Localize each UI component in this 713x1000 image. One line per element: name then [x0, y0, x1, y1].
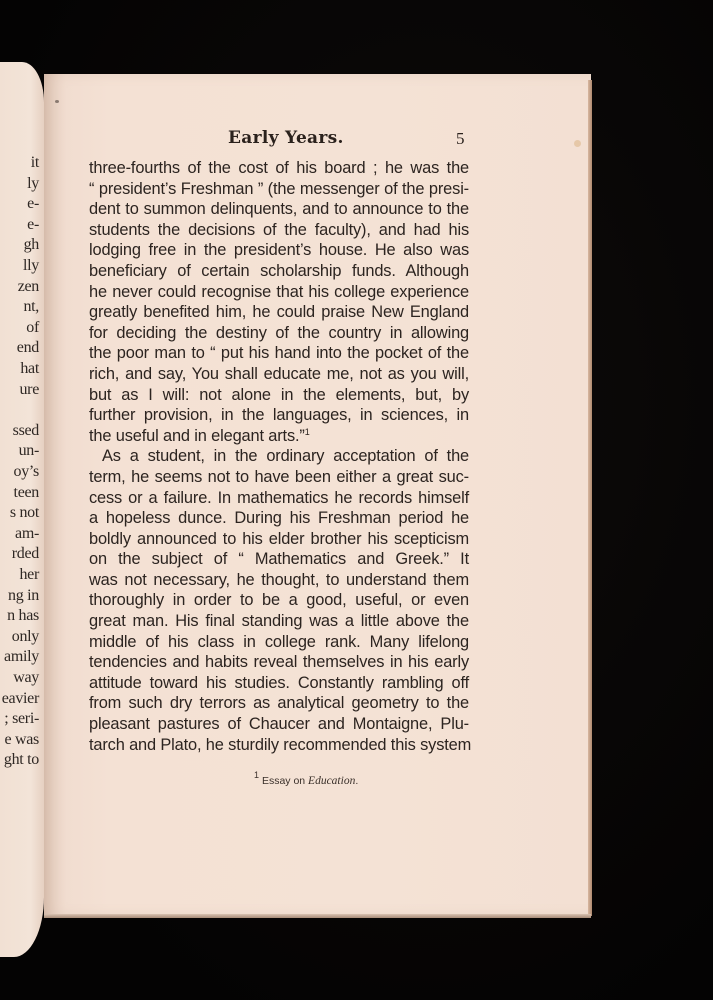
text-line-content: the poor man to “ put his hand into the pocket of the [89, 344, 469, 363]
left-page-fragment: e was [4, 730, 39, 748]
left-page-fragment: way [13, 669, 39, 686]
left-page-fragment: un- [18, 442, 39, 460]
left-page-fragment: it [30, 154, 39, 171]
text-line [89, 179, 469, 200]
text-line [89, 158, 469, 179]
left-page-fragment: s not [9, 504, 39, 522]
text-line-content: boldly announced to his elder brother his scepticism [89, 529, 469, 548]
text-line [89, 590, 469, 611]
left-page-fragment: gh [23, 236, 39, 254]
text-line [89, 282, 469, 303]
text-line [89, 364, 469, 385]
left-page-fragment: ; seri- [4, 710, 39, 728]
text-line [89, 673, 469, 694]
left-page-fragment: n has [7, 607, 39, 625]
text-line-content: the useful and in elegant arts.” [89, 426, 305, 445]
text-line [89, 343, 469, 364]
text-line [89, 385, 469, 406]
text-line-content: was not necessary, he thought, to understand them [89, 570, 469, 589]
footnote-marker: 1 [254, 770, 260, 780]
footnote-prefix: Essay on [261, 775, 309, 787]
body-text [89, 158, 472, 755]
text-line-content: further provision, in the languages, in sciences, in [89, 406, 469, 425]
text-line [89, 240, 469, 261]
footnote-suffix: . [355, 775, 359, 787]
foxing-spot [55, 100, 59, 103]
left-page-fragment: teen [13, 483, 39, 501]
text-line [89, 529, 469, 550]
text-line-content: term, he seems not to have been either a great suc- [89, 467, 469, 486]
left-page-fragment: her [19, 566, 39, 583]
text-line-content: for deciding the destiny of the country in allowing [89, 323, 469, 342]
text-line [89, 467, 469, 488]
left-page-fragment: end [16, 339, 39, 357]
running-head: Early Years. [228, 128, 344, 148]
foxing-spot [574, 140, 581, 147]
text-line [89, 570, 469, 591]
left-page-fragment: ly [27, 174, 39, 192]
text-line-content: beneficiary of certain scholarship funds. Although [89, 261, 469, 280]
text-line-content: three-fourths of the cost of his board ; he was the [89, 159, 469, 177]
left-page-fragment: ure [19, 380, 39, 398]
left-page-fragment: am- [15, 524, 39, 542]
footnote [254, 770, 359, 787]
text-line-content: attitude toward his studies. Constantly rambling off [89, 673, 469, 692]
left-page-fragment: amily [4, 648, 39, 666]
left-page-fragment: hat [20, 360, 39, 377]
page-edge-bottom [44, 914, 591, 918]
text-line-content: great man. His final standing was a little above the [89, 612, 469, 631]
text-line [89, 508, 469, 529]
text-line [89, 693, 469, 714]
text-line-content: lodging free in the president’s house. He also was [89, 241, 469, 260]
text-line-content: but as I will: not alone in the elements, but, by [89, 385, 469, 404]
text-line [89, 323, 469, 344]
left-page-fragment: e- [27, 195, 39, 213]
left-page-fragment: lly [23, 257, 39, 274]
left-page-fragment: rded [11, 545, 39, 563]
footnote-title: Education [308, 775, 356, 787]
left-page-fragment: zen [17, 277, 39, 295]
left-page-fragment: ssed [12, 421, 39, 439]
text-line [89, 488, 469, 509]
text-line-content: thoroughly in order to be a good, useful, or even [89, 591, 469, 610]
text-line [89, 446, 469, 467]
text-line [89, 199, 469, 220]
text-line [89, 220, 469, 241]
text-line-content: As a student, in the ordinary acceptation of the [102, 447, 469, 466]
text-line [89, 405, 469, 426]
text-line [89, 735, 472, 756]
text-line-content: pleasant pastures of Chaucer and Montaigne, Plu- [89, 715, 469, 734]
text-line-content: greatly benefited him, he could praise New England [89, 303, 469, 322]
left-page-fragment: nt, [23, 298, 39, 316]
footnote-reference: 1 [304, 426, 310, 437]
text-line [89, 652, 469, 673]
text-line-content: middle of his class in college rank. Many lifelong [89, 632, 469, 651]
text-line [89, 714, 469, 735]
text-line-content: from such dry terrors as analytical geometry to the [89, 694, 469, 713]
text-line [89, 261, 469, 282]
left-page-fragment: ng in [8, 586, 39, 604]
page-number: 5 [456, 129, 465, 148]
text-line [89, 611, 469, 632]
text-line-content: “ president’s Freshman ” (the messenger of the presi- [89, 179, 469, 198]
left-page-fragment: of [26, 318, 39, 336]
page-edge-right [588, 80, 592, 916]
text-line [89, 549, 469, 570]
left-page-fragment: ght to [3, 751, 39, 769]
text-line [89, 426, 469, 447]
text-line-content: students the decisions of the faculty), and had his [89, 220, 469, 239]
text-line-content: rich, and say, You shall educate me, not as you will, [89, 364, 469, 383]
left-page-fragment: only [11, 627, 39, 645]
left-page-fragment: oy’s [13, 463, 39, 480]
text-line-content: on the subject of “ Mathematics and Greek.” It [89, 550, 469, 569]
left-page-fragment: eavier [1, 689, 39, 707]
text-line-content: he never could recognise that his college experience [89, 282, 469, 301]
left-page [0, 62, 44, 957]
text-line [89, 632, 469, 653]
text-line-content: tarch and Plato, he sturdily recommended this system [89, 735, 472, 754]
left-page-fragment: e- [27, 215, 39, 233]
text-line-content: a hopeless dunce. During his Freshman period he [89, 509, 469, 528]
text-line [89, 302, 469, 323]
text-line-content: dent to summon delinquents, and to announce to the [89, 200, 469, 219]
text-line-content: tendencies and habits reveal themselves in his early [89, 653, 469, 672]
text-line-content: cess or a failure. In mathematics he records himself [89, 488, 469, 507]
